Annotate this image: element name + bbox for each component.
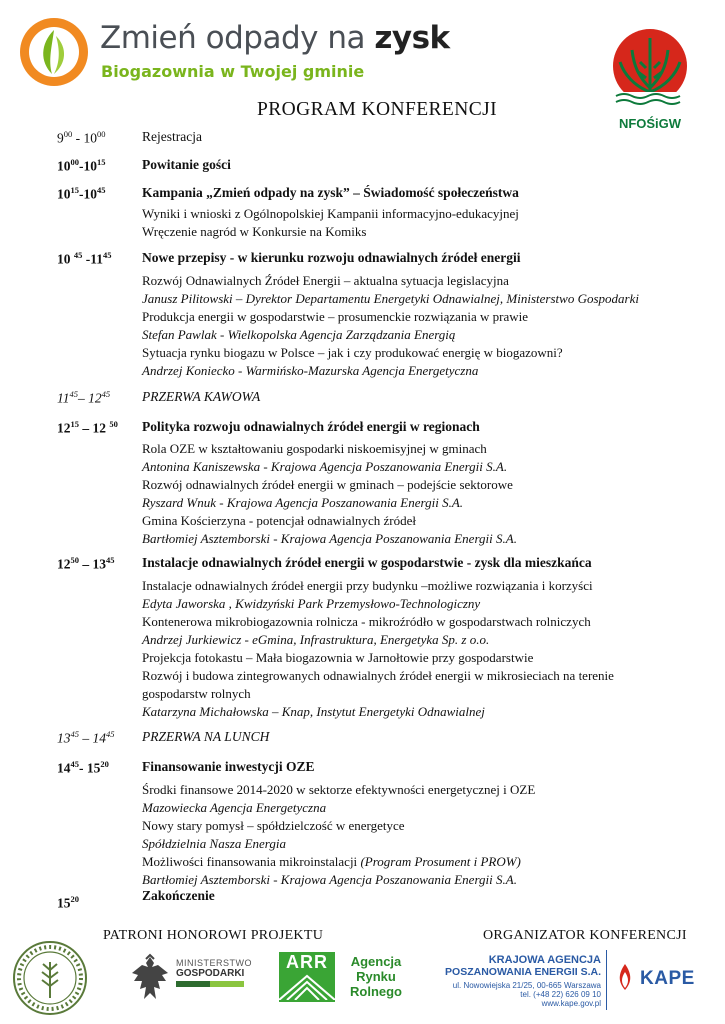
session-title: PRZERWA KAWOWA — [142, 389, 261, 404]
talk-title: Wręczenie nagród w Konkursie na Komiks — [142, 224, 367, 239]
ministry-economy-logo — [176, 958, 252, 994]
talk-title: gospodarstw rolnych — [142, 686, 251, 701]
arr-field-icon — [279, 972, 335, 1000]
session-time: $11^{45}-$ $12^{45}$ — [57, 389, 111, 406]
kape-address: ul. Nowowiejska 21/25, 00-665 Warszawa — [452, 981, 601, 990]
kape-website: www.kape.gov.pl — [541, 999, 601, 1008]
session-time: $12^{50} - 13^{45}$ — [57, 555, 115, 572]
speaker: Edyta Jaworska , Kwidzyński Park Przemysłowo-Technologiczny — [142, 596, 481, 611]
talk-title: Kontenerowa mikrobiogazownia rolnicza - mikroźródło w gospodarstwach rolniczych — [142, 614, 591, 629]
talk-title: Projekcja fotokastu – Mała biogazownia w Jarnołtowie przy gospodarstwie — [142, 650, 534, 665]
session-time: $15^{20}$ — [57, 894, 79, 911]
session-time: $10^{15}-10^{45}$ — [57, 185, 106, 202]
talk-title: Produkcja energii w gospodarstwie – prosumenckie rozwiązania w prawie — [142, 309, 529, 324]
talk-title: Rozwój Odnawialnych Źródeł Energii – aktualna sytuacja legislacyjna — [142, 273, 509, 288]
speaker: Ryszard Wnuk - Krajowa Agencja Poszanowania Energii S.A. — [142, 495, 464, 510]
organizer-label: ORGANIZATOR KONFERENCJI — [483, 928, 687, 943]
session-title: Powitanie gości — [142, 157, 231, 172]
speaker: Janusz Pilitowski – Dyrektor Departamentu Energetyki Odnawialnej, Ministerstwo Gospodarki — [142, 291, 639, 306]
session-time: 10 $^{45}$ $-11^{45}$ — [57, 250, 112, 267]
session-title: Rejestracja — [142, 129, 202, 144]
kape-phone: tel. (+48 22) 626 09 10 — [520, 990, 601, 999]
campaign-subtitle: Biogazownia w Twojej gminie — [101, 62, 365, 81]
kape-address-block — [443, 954, 601, 1008]
campaign-title: Zmień odpady na zysk — [100, 20, 450, 56]
speaker: Mazowiecka Agencja Energetyczna — [142, 800, 327, 815]
talk-title: Rola OZE w kształtowaniu gospodarki niskoemisyjnej w gminach — [142, 441, 487, 456]
session-title: Finansowanie inwestycji OZE — [142, 759, 315, 774]
ministry-agriculture-seal — [12, 940, 88, 1016]
arr-name-line3: Rolnego — [350, 984, 402, 999]
talk-title: Środki finansowe 2014-2020 w sektorze efektywności energetycznej i OZE — [142, 782, 536, 797]
session-title: PRZERWA NA LUNCH — [142, 729, 270, 744]
nfosigw-label: NFOŚiGW — [618, 116, 682, 131]
patrons-label: PATRONI HONOROWI PROJEKTU — [103, 928, 324, 943]
session-time: $9^{00} - 10^{00}$ — [57, 129, 106, 146]
session-title: Zakończenie — [142, 888, 215, 903]
nfosigw-logo — [610, 28, 690, 133]
kape-logo-text: KAPE — [640, 968, 695, 989]
kape-name-line2: POSZANOWANIA ENERGII S.A. — [445, 966, 601, 978]
polish-eagle-emblem — [128, 953, 172, 1005]
talk-title: Rozwój i budowa zintegrowanych odnawialnych źródeł energii w mikrosieciach na terenie — [142, 668, 614, 683]
session-time: $14^{45}-$ $15^{20}$ — [57, 759, 109, 776]
speaker: Antonina Kaniszewska - Krajowa Agencja Poszanowania Energii S.A. — [142, 459, 508, 474]
arr-logo — [279, 952, 335, 1002]
talk-title: Nowy stary pomysł – spółdzielczość w energetyce — [142, 818, 405, 833]
session-time: $12^{15} - 12$ $^{50}$ — [57, 419, 118, 436]
page-title: PROGRAM KONFERENCJI — [257, 99, 498, 120]
speaker: Andrzej Koniecko - Warmińsko-Mazurska Agencja Energetyczna — [142, 363, 479, 378]
talk-title: Możliwości finansowania mikroinstalacji (Program Prosument i PROW) — [142, 854, 521, 869]
speaker: Bartłomiej Asztemborski - Krajowa Agencja Poszanowania Energii S.A. — [142, 872, 517, 887]
ministry-economy-stripe — [176, 981, 244, 987]
talk-title: Rozwój odnawialnych źródeł energii w gminach – podejście sektorowe — [142, 477, 513, 492]
kape-logo-icon — [614, 962, 636, 992]
session-title: Instalacje odnawialnych źródeł energii w gospodarstwie - zysk dla mieszkańca — [142, 555, 592, 570]
speaker: Katarzyna Michałowska – Knap, Instytut Energetyki Odnawialnej — [142, 704, 485, 719]
session-time: $10^{00}-10^{15}$ — [57, 157, 106, 174]
session-title: Kampania „Zmień odpady na zysk” – Świadomość społeczeństwa — [142, 185, 519, 200]
campaign-leaf-logo — [18, 16, 90, 88]
ministry-economy-line1: MINISTERSTWO — [176, 958, 252, 968]
speaker: Stefan Pawlak - Wielkopolska Agencja Zarządzania Energią — [142, 327, 456, 342]
session-title: Polityka rozwoju odnawialnych źródeł energii w regionach — [142, 419, 480, 434]
talk-title: Gmina Kościerzyna - potencjał odnawialnych źródeł — [142, 513, 416, 528]
kape-name-line1: KRAJOWA AGENCJA — [488, 954, 601, 966]
arr-name — [340, 954, 412, 999]
session-title: Nowe przepisy - w kierunku rozwoju odnawialnych źródeł energii — [142, 250, 521, 265]
session-time: $13^{45} - 14^{45}$ — [57, 729, 115, 746]
talk-title: Sytuacja rynku biogazu w Polsce – jak i czy produkować energię w biogazowni? — [142, 345, 563, 360]
kape-divider — [606, 950, 607, 1010]
arr-name-line1: Agencja — [350, 954, 402, 969]
speaker: Bartłomiej Asztemborski - Krajowa Agencja Poszanowania Energii S.A. — [142, 531, 517, 546]
speaker: Spółdzielnia Nasza Energia — [142, 836, 286, 851]
speaker: Andrzej Jurkiewicz - eGmina, Infrastruktura, Energetyka Sp. z o.o. — [142, 632, 490, 647]
talk-title: Wyniki i wnioski z Ogólnopolskiej Kampanii informacyjno-edukacyjnej — [142, 206, 519, 221]
ministry-economy-line2: GOSPODARKI — [176, 968, 245, 979]
arr-abbr: ARR — [286, 952, 328, 972]
arr-name-line2: Rynku — [356, 969, 396, 984]
talk-title: Instalacje odnawialnych źródeł energii przy budynku –możliwe rozwiązania i korzyści — [142, 578, 593, 593]
